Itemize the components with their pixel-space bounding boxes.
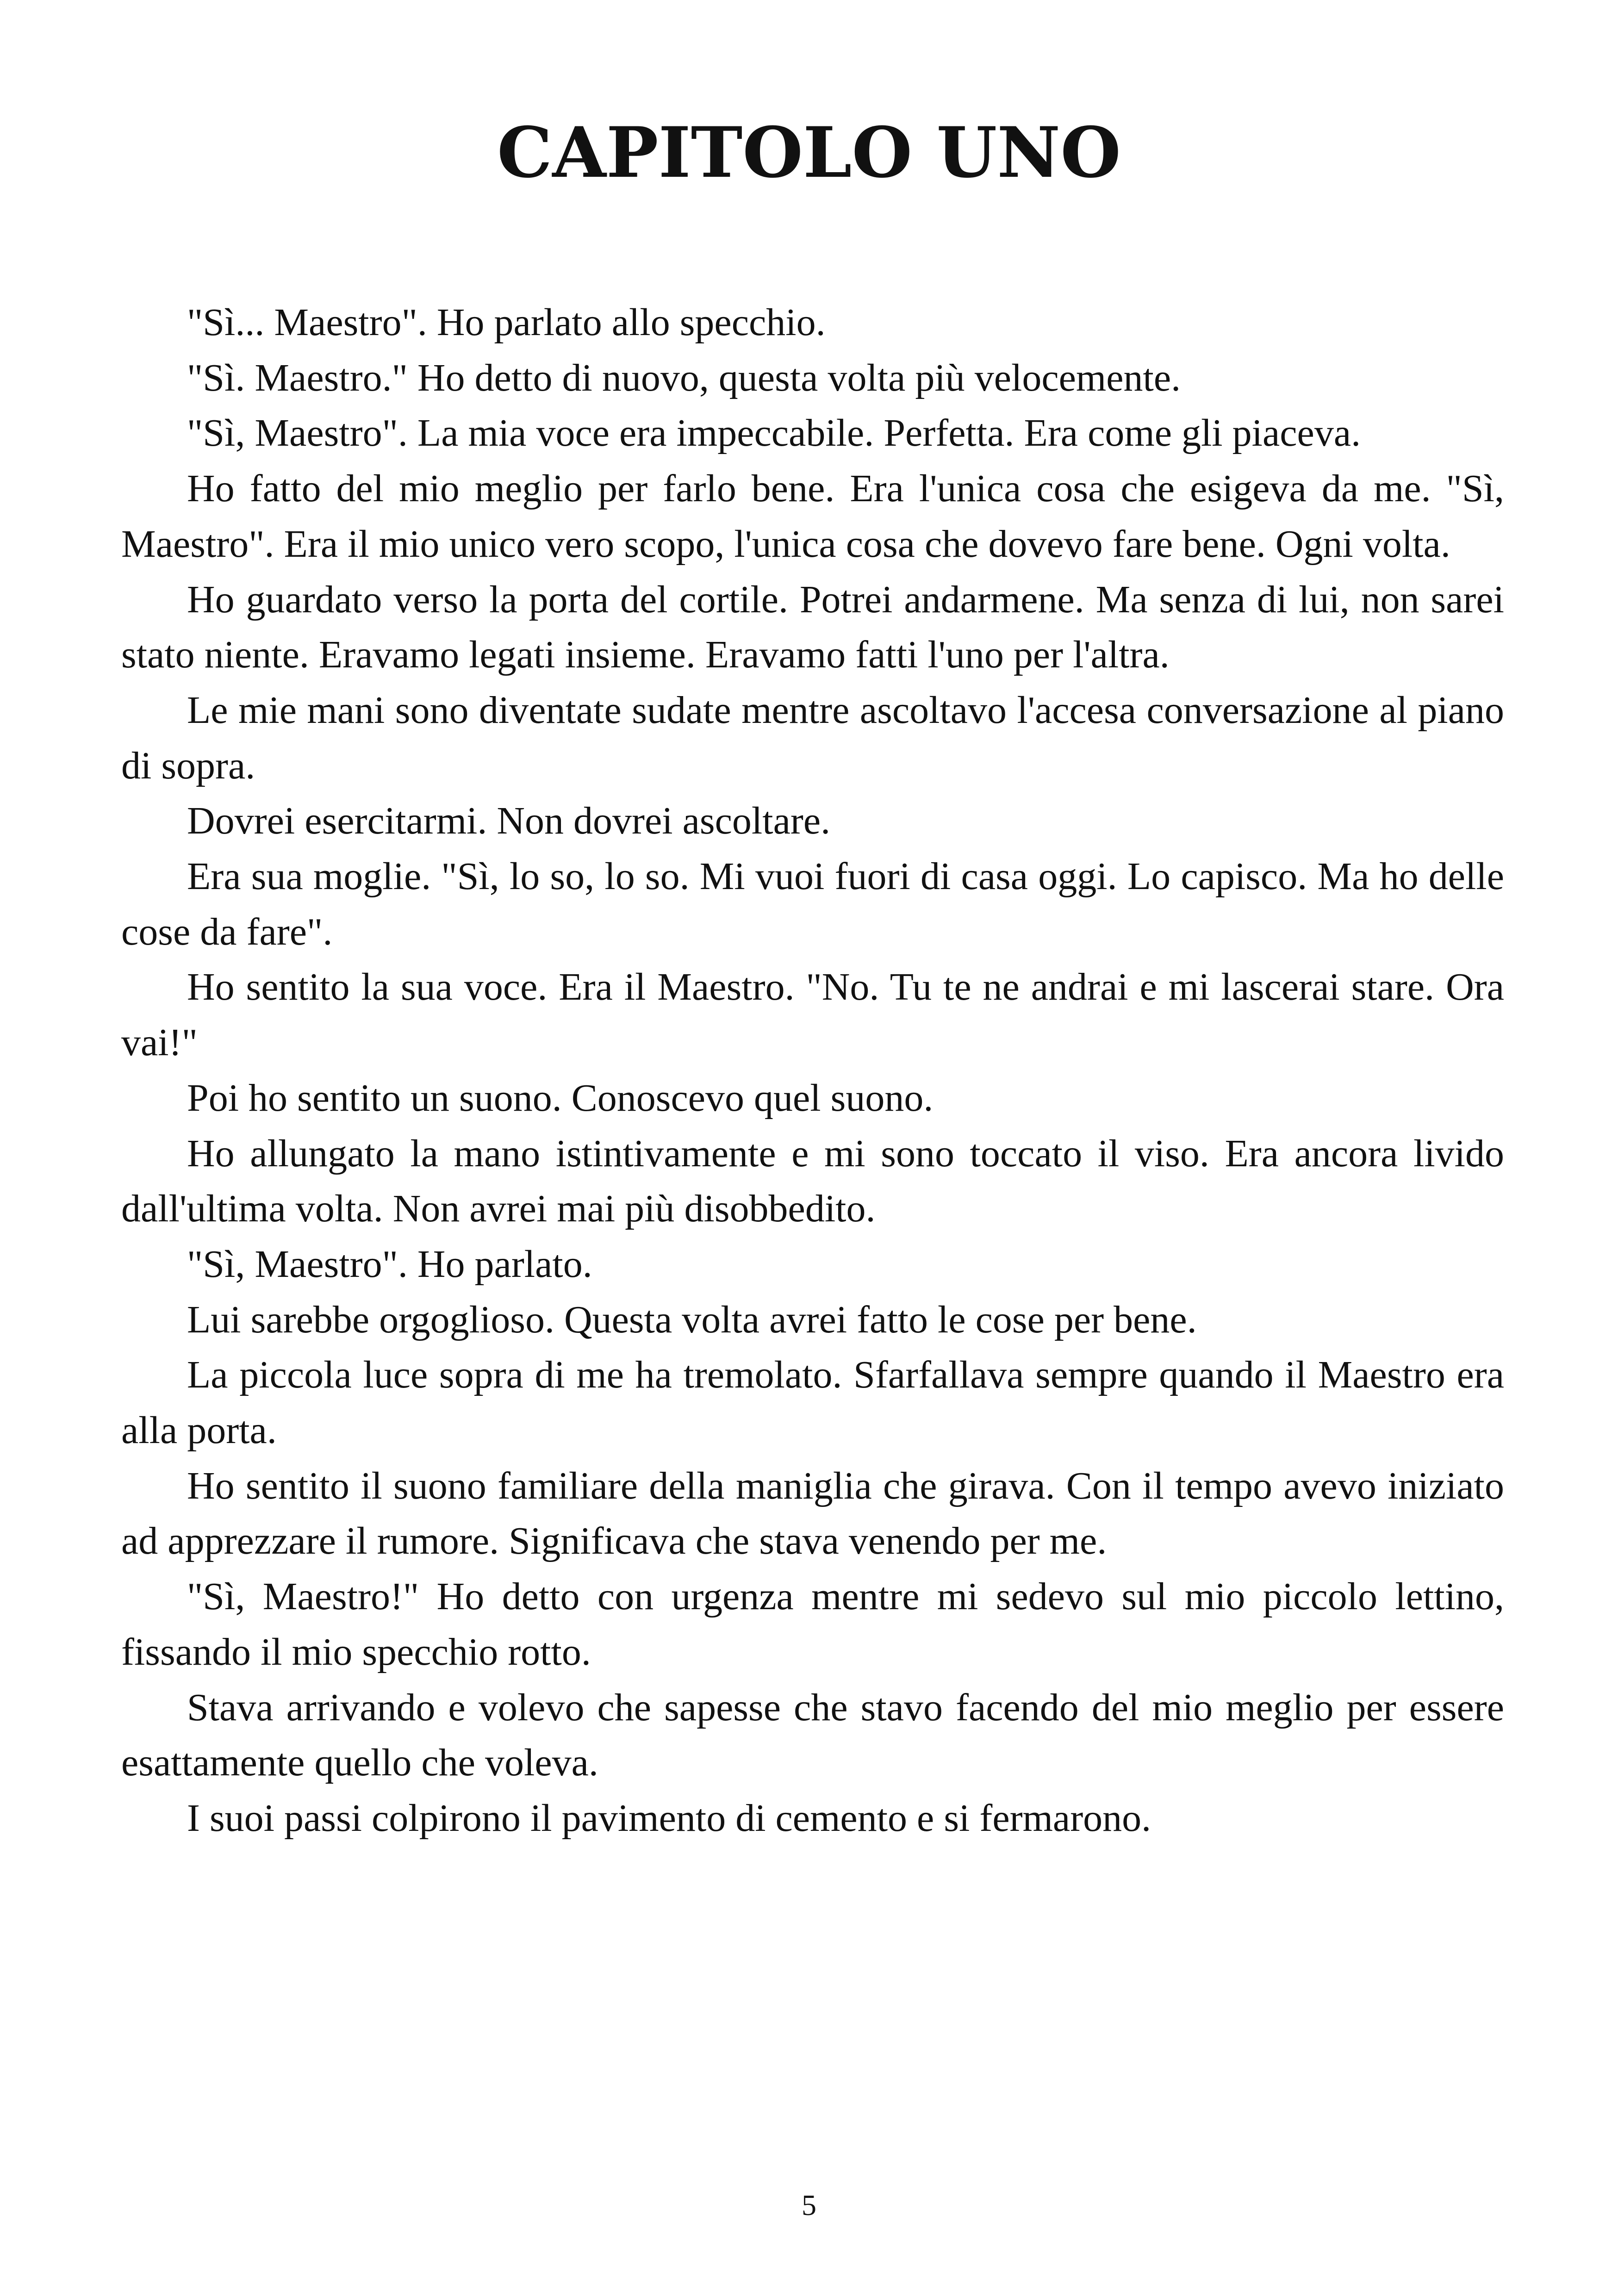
paragraph: Ho sentito la sua voce. Era il Maestro. "No. Tu te ne andrai e mi lascerai stare. Ora vai!" [121,965,1504,1064]
paragraph: "Sì... Maestro". Ho parlato allo specchio. [187,301,826,344]
chapter-body [121,295,1504,1846]
paragraph: Ho allungato la mano istintivamente e mi sono toccato il viso. Era ancora livido dall'ultima volta. Non avrei mai più disobbedito. [121,1132,1504,1231]
paragraph: Ho guardato verso la porta del cortile. Potrei andarmene. Ma senza di lui, non sarei stato niente. Eravamo legati insieme. Eravamo fatti l'uno per l'altra. [121,578,1504,677]
paragraph: I suoi passi colpirono il pavimento di cemento e si fermarono. [187,1796,1151,1840]
paragraph: Poi ho sentito un suono. Conoscevo quel suono. [187,1076,933,1120]
paragraph: "Sì, Maestro!" Ho detto con urgenza mentre mi sedevo sul mio piccolo lettino, fissando il mio specchio rotto. [121,1575,1504,1674]
paragraph: Le mie mani sono diventate sudate mentre ascoltavo l'accesa conversazione al piano di sopra. [121,688,1504,787]
paragraph: "Sì. Maestro." Ho detto di nuovo, questa volta più velocemente. [187,356,1181,399]
paragraph: Ho fatto del mio meglio per farlo bene. Era l'unica cosa che esigeva da me. "Sì, Maestro". Era il mio unico vero scopo, l'unica cosa che dovevo fare bene. Ogni volta. [121,467,1504,566]
paragraph: Era sua moglie. "Sì, lo so, lo so. Mi vuoi fuori di casa oggi. Lo capisco. Ma ho delle cose da fare". [121,855,1504,953]
paragraph: "Sì, Maestro". Ho parlato. [187,1242,592,1286]
page-number: 5 [802,2189,816,2221]
paragraph: La piccola luce sopra di me ha tremolato. Sfarfallava sempre quando il Maestro era alla porta. [121,1353,1504,1452]
chapter-title: CAPITOLO UNO [497,112,1121,193]
paragraph: Ho sentito il suono familiare della maniglia che girava. Con il tempo avevo iniziato ad apprezzare il rumore. Significava che stava venendo per me. [121,1464,1504,1563]
paragraph: Stava arrivando e volevo che sapesse che stavo facendo del mio meglio per essere esattamente quello che voleva. [121,1686,1504,1785]
paragraph: Dovrei esercitarmi. Non dovrei ascoltare. [187,799,831,843]
paragraph: Lui sarebbe orgoglioso. Questa volta avrei fatto le cose per bene. [187,1298,1197,1341]
paragraph: "Sì, Maestro". La mia voce era impeccabile. Perfetta. Era come gli piaceva. [187,411,1361,455]
